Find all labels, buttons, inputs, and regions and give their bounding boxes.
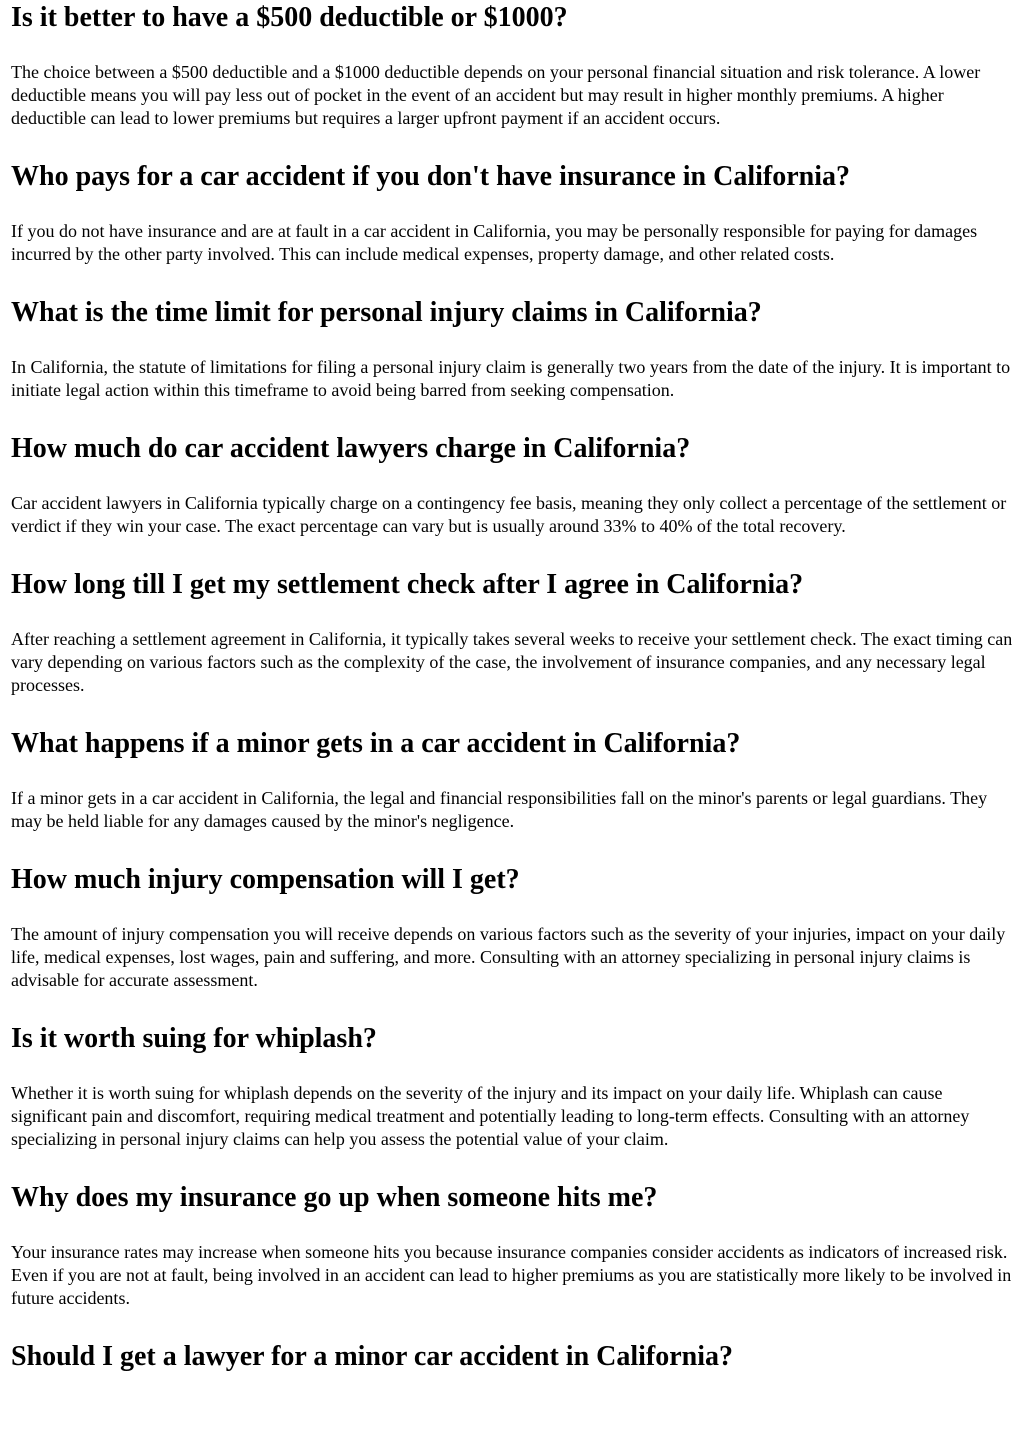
faq-answer: Your insurance rates may increase when someone hits you because insurance companies consider accidents as indicators of increased risk. Even if you are not at fault, being involved in an accident can lead to higher premiums as you are statistically more likely to be involved in future accidents. xyxy=(11,1242,1012,1308)
faq-question: Why does my insurance go up when someone hits me? xyxy=(11,1182,658,1213)
faq-item xyxy=(11,160,1013,266)
faq-item xyxy=(11,1181,1013,1310)
faq-question: Who pays for a car accident if you don't have insurance in California? xyxy=(11,161,851,192)
faq-answer: If a minor gets in a car accident in California, the legal and financial responsibilities fall on the minor's parents or legal guardians. They may be held liable for any damages caused by the minor's negligence. xyxy=(11,788,988,831)
faq-question: How long till I get my settlement check after I agree in California? xyxy=(11,569,804,600)
faq-item xyxy=(11,1340,1013,1374)
faq-item xyxy=(11,0,1013,130)
faq-item xyxy=(11,1022,1013,1151)
faq-item xyxy=(11,568,1013,697)
faq-answer: After reaching a settlement agreement in California, it typically takes several weeks to receive your settlement check. The exact timing can vary depending on various factors such as the complexity of the case, the involvement of insurance companies, and any necessary legal processes. xyxy=(11,629,1013,695)
faq-item xyxy=(11,727,1013,833)
faq-answer: In California, the statute of limitations for filing a personal injury claim is generally two years from the date of the injury. It is important to initiate legal action within this timeframe to avoid being barred from seeking compensation. xyxy=(11,357,1011,400)
faq-question: Is it worth suing for whiplash? xyxy=(11,1023,377,1054)
faq-question: Should I get a lawyer for a minor car accident in California? xyxy=(11,1341,734,1372)
faq-answer: If you do not have insurance and are at fault in a car accident in California, you may be personally responsible for paying for damages incurred by the other party involved. This can include medical expenses, property damage, and other related costs. xyxy=(11,221,978,264)
faq-question: What happens if a minor gets in a car accident in California? xyxy=(11,728,741,759)
faq-answer: The choice between a $500 deductible and a $1000 deductible depends on your personal financial situation and risk tolerance. A lower deductible means you will pay less out of pocket in the event of an accident but may result in higher monthly premiums. A higher deductible can lead to lower premiums but requires a larger upfront payment if an accident occurs. xyxy=(11,62,981,128)
faq-question: How much injury compensation will I get? xyxy=(11,864,520,895)
faq-question: What is the time limit for personal injury claims in California? xyxy=(11,297,762,328)
faq-item xyxy=(11,432,1013,538)
faq-answer: Whether it is worth suing for whiplash depends on the severity of the injury and its impact on your daily life. Whiplash can cause significant pain and discomfort, requiring medical treatment and potentially leading to long-term effects. Consulting with an attorney specializing in personal injury claims can help you assess the potential value of your claim. xyxy=(11,1083,970,1149)
faq-question: Is it better to have a $500 deductible or $1000? xyxy=(11,2,568,33)
faq-item xyxy=(11,863,1013,992)
faq-question: How much do car accident lawyers charge in California? xyxy=(11,433,691,464)
faq-answer: Car accident lawyers in California typically charge on a contingency fee basis, meaning they only collect a percentage of the settlement or verdict if they win your case. The exact percentage can vary but is usually around 33% to 40% of the total recovery. xyxy=(11,493,1007,536)
faq-answer: The amount of injury compensation you will receive depends on various factors such as the severity of your injuries, impact on your daily life, medical expenses, lost wages, pain and suffering, and more. Consulting with an attorney specializing in personal injury claims is advisable for accurate assessment. xyxy=(11,924,1006,990)
faq-item xyxy=(11,296,1013,402)
